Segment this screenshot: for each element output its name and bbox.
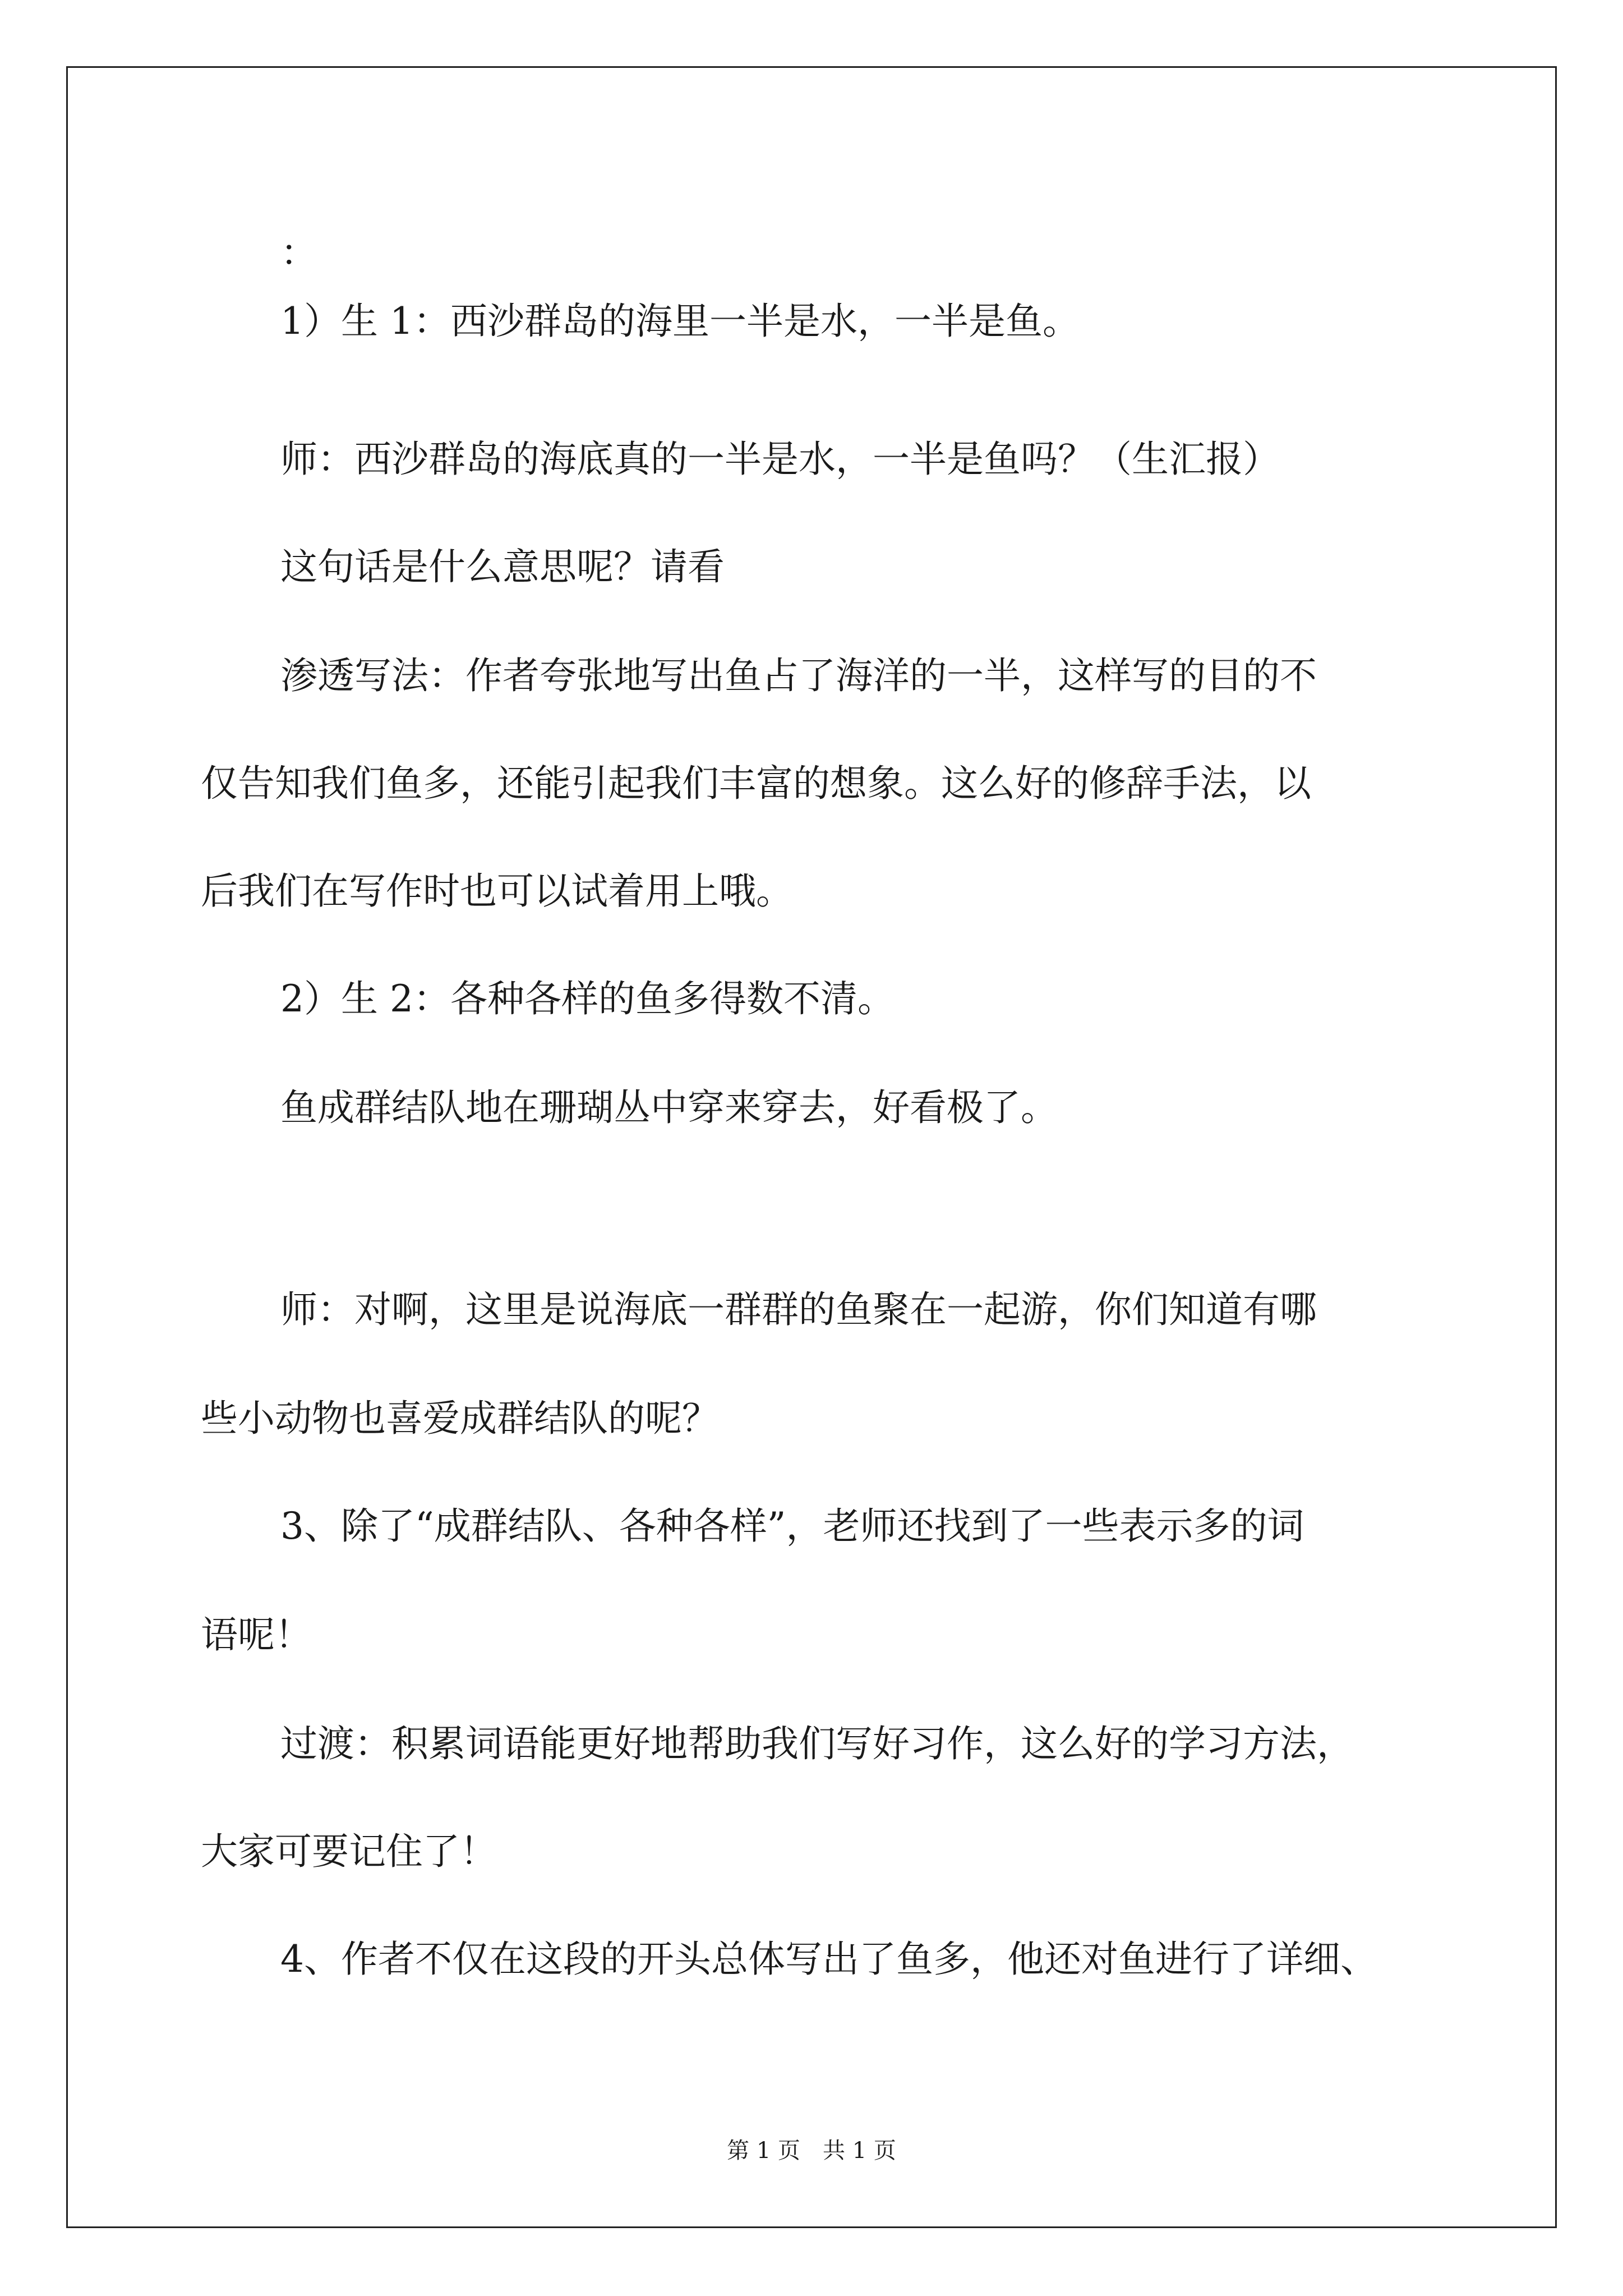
text-line-teacher-reply-cont: 些小动物也喜爱成群结队的呢？ (201, 1397, 719, 1440)
text-line-colon: ： (280, 231, 317, 274)
text-line-fish-group: 鱼成群结队地在珊瑚丛中穿来穿去，好看极了。 (280, 1086, 1058, 1129)
text-line-writing-method-cont1: 仅告知我们鱼多，还能引起我们丰富的想象。这么好的修辞手法，以 (201, 762, 1311, 805)
text-line-item4: 4、作者不仅在这段的开头总体写出了鱼多，他还对鱼进行了详细、 (280, 1938, 1377, 1981)
text-line-transition: 过渡：积累词语能更好地帮助我们写好习作，这么好的学习方法， (280, 1722, 1354, 1765)
text-line-transition-cont: 大家可要记住了！ (201, 1830, 497, 1873)
page-footer: 第 1 页 共 1 页 (727, 2138, 896, 2164)
text-line-item3-cont: 语呢！ (201, 1613, 312, 1657)
text-line-student1: 1）生 1：西沙群岛的海里一半是水，一半是鱼。 (280, 300, 1080, 343)
text-line-item3: 3、除了“成群结队、各种各样”，老师还找到了一些表示多的词 (280, 1504, 1304, 1548)
text-line-writing-method-cont2: 后我们在写作时也可以试着用上哦。 (201, 869, 793, 913)
text-line-writing-method: 渗透写法：作者夸张地写出鱼占了海洋的一半，这样写的目的不 (280, 654, 1317, 697)
text-line-teacher-question: 师：西沙群岛的海底真的一半是水，一半是鱼吗？（生汇报） (280, 438, 1280, 481)
page-border (66, 66, 1557, 2228)
text-line-meaning: 这句话是什么意思呢？请看 (280, 545, 725, 588)
text-line-teacher-reply: 师：对啊，这里是说海底一群群的鱼聚在一起游，你们知道有哪 (280, 1288, 1317, 1331)
text-line-student2: 2）生 2：各种各样的鱼多得数不清。 (280, 977, 895, 1020)
